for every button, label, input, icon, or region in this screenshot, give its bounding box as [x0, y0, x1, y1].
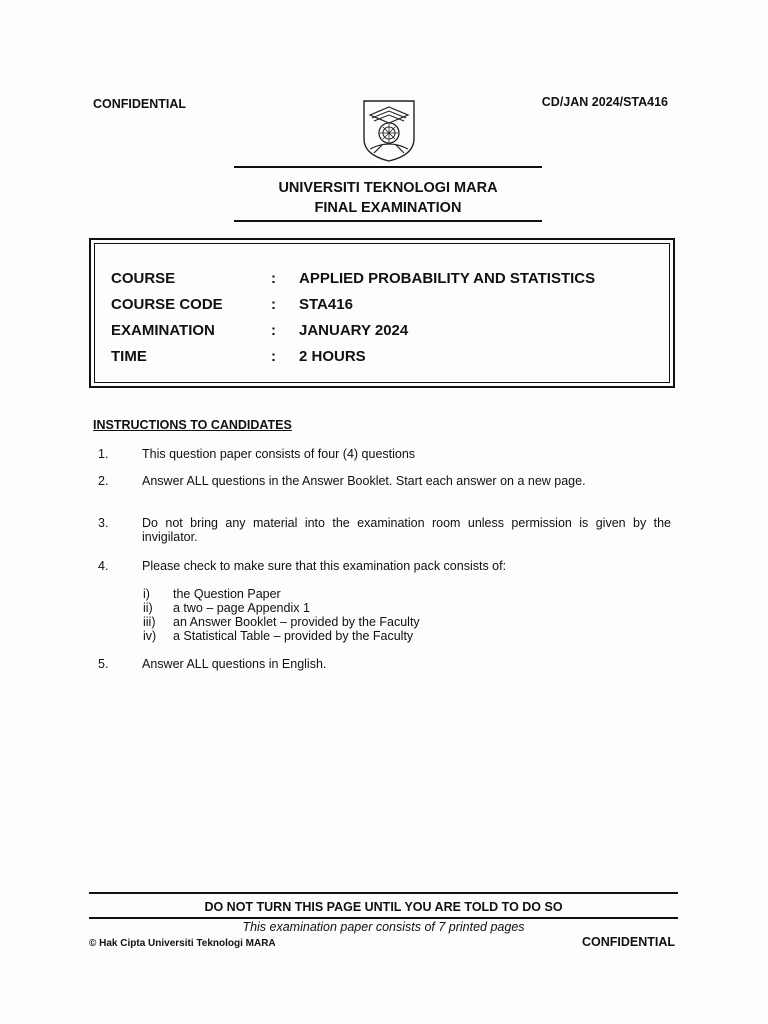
detail-value: 2 HOURS: [299, 348, 366, 365]
detail-value: APPLIED PROBABILITY AND STATISTICS: [299, 270, 596, 287]
detail-label: TIME: [111, 348, 147, 365]
detail-value: STA416: [299, 296, 353, 313]
instruction-number: 2.: [98, 474, 109, 488]
footer-warning: DO NOT TURN THIS PAGE UNTIL YOU ARE TOLD TO DO SO: [204, 900, 563, 914]
footer-page-count: This examination paper consists of 7 printed pages: [242, 920, 525, 934]
pack-item: [143, 601, 310, 615]
footer-rule-top: [89, 892, 678, 894]
instruction-number: 4.: [98, 559, 109, 573]
pack-item-text: a two – page Appendix 1: [173, 601, 310, 615]
title-rule-top: [234, 166, 542, 168]
university-name: UNIVERSITI TEKNOLOGI MARA: [278, 180, 498, 196]
instruction-text: This question paper consists of four (4) questions: [142, 447, 416, 461]
course-details-box: [89, 238, 675, 388]
instruction-number: 1.: [98, 447, 109, 461]
instruction-text: Do not bring any material into the examination room unless permission is given by the invigilator.: [142, 516, 671, 544]
instruction-text: Answer ALL questions in the Answer Booklet. Start each answer on a new page.: [142, 474, 586, 488]
pack-item-text: a Statistical Table – provided by the Faculty: [173, 629, 414, 643]
header-paper-code: CD/JAN 2024/STA416: [541, 95, 668, 109]
footer-copyright: © Hak Cipta Universiti Teknologi MARA: [89, 938, 276, 949]
pack-item-number: iii): [143, 615, 156, 629]
pack-item: [143, 629, 413, 643]
pack-item: [143, 615, 420, 629]
university-crest-icon: [360, 99, 418, 163]
pack-item-number: ii): [143, 601, 153, 615]
header-confidential: CONFIDENTIAL: [93, 97, 187, 111]
title-rule-bottom: [234, 220, 542, 222]
instruction-number: 3.: [98, 516, 109, 530]
detail-separator: :: [271, 322, 276, 339]
detail-label: EXAMINATION: [111, 322, 215, 339]
pack-item-text: the Question Paper: [173, 587, 281, 601]
pack-item-text: an Answer Booklet – provided by the Faculty: [173, 615, 420, 629]
detail-separator: :: [271, 296, 276, 313]
detail-value: JANUARY 2024: [299, 322, 409, 339]
footer-rule-bottom: [89, 917, 678, 919]
detail-separator: :: [271, 348, 276, 365]
pack-item-number: iv): [143, 629, 157, 643]
instruction-text: Please check to make sure that this examination pack consists of:: [142, 559, 507, 573]
exam-type: FINAL EXAMINATION: [314, 200, 462, 216]
instruction-number: 5.: [98, 657, 109, 671]
detail-label: COURSE: [111, 270, 176, 287]
pack-item-number: i): [143, 587, 150, 601]
instructions-title: INSTRUCTIONS TO CANDIDATES: [93, 418, 292, 432]
instruction-text: Answer ALL questions in English.: [142, 657, 327, 671]
pack-item: [143, 587, 281, 601]
institution-block: [234, 178, 542, 218]
detail-separator: :: [271, 270, 276, 287]
detail-label: COURSE CODE: [111, 296, 223, 313]
footer-confidential: CONFIDENTIAL: [581, 935, 675, 949]
